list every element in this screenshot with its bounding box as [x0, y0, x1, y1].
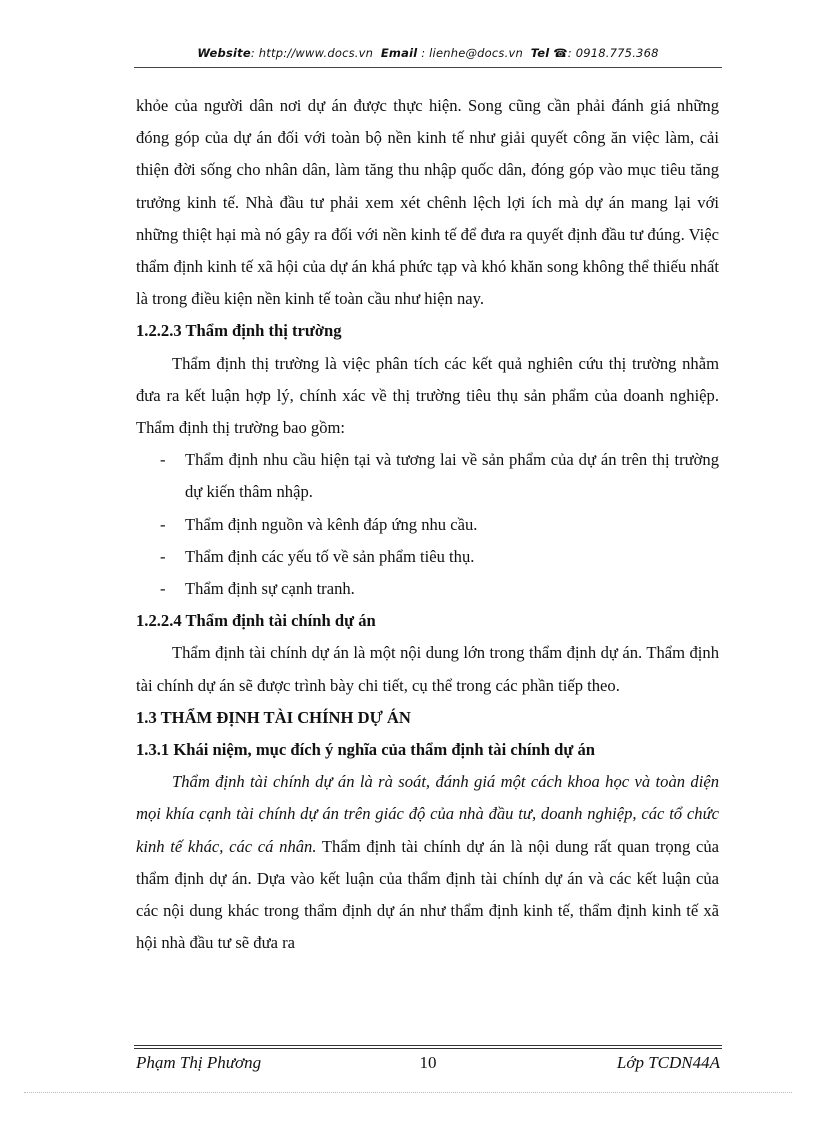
- list-item-text: Thẩm định sự cạnh tranh.: [185, 579, 355, 599]
- document-body: [136, 90, 719, 959]
- phone-icon: ☎: [553, 46, 568, 60]
- website-label: Website: [197, 46, 251, 60]
- paragraph-market-appraisal: Thẩm định thị trường là việc phân tích các kết quả nghiên cứu thị trường nhằm đưa ra kết luận hợp lý, chính xác về thị trường tiêu thụ sản phẩm của doanh nghiệp. Thẩm định thị trường bao gồm:: [136, 353, 719, 438]
- tel-value: : 0918.775.368: [567, 46, 659, 60]
- email-label: Email: [380, 46, 418, 60]
- bullet-dash: -: [160, 546, 166, 566]
- heading-financial-appraisal: 1.2.2.4 Thẩm định tài chính dự án: [136, 611, 376, 631]
- page-bottom-border: [24, 1092, 792, 1093]
- footer-author: Phạm Thị Phương: [136, 1053, 262, 1072]
- bullet-dash: -: [160, 579, 166, 599]
- paragraph-definition: [136, 766, 719, 959]
- definition-normal-text: Thẩm định tài chính dự án là nội dung rất quan trọng của thẩm định dự án. Dựa vào kết luận của thẩm định tài chính dự án và các kết luận của các nội dung khác trong thẩm định dự án như thẩm định kinh tế, thẩm định kinh tế xã hội nhà đầu tư sẽ đưa ra: [136, 836, 719, 953]
- heading-section-1-3-1: 1.3.1 Khái niệm, mục đích ý nghĩa của thẩm định tài chính dự án: [136, 740, 596, 760]
- paragraph-economic-social: khỏe của người dân nơi dự án được thực hiện. Song cũng cần phải đánh giá những đóng góp của dự án đối với toàn bộ nền kinh tế như giải quyết công ăn việc làm, cải thiện đời sống cho nhân dân, làm tăng thu nhập quốc dân, đóng góp vào mục tiêu tăng trưởng kinh tế. Nhà đầu tư phải xem xét chênh lệch lợi ích mà dự án mang lại với những thiệt hại mà nó gây ra đối với nền kinh tế để đưa ra quyết định đầu tư đúng. Việc thẩm định kinh tế xã hội của dự án khá phức tạp và khó khăn song không thể thiếu nhất là trong điều kiện nền kinh tế toàn cầu như hiện nay.: [136, 96, 719, 309]
- footer-divider-top: [134, 1045, 722, 1046]
- tel-label: Tel: [530, 46, 550, 60]
- footer-divider-bottom: [134, 1048, 722, 1049]
- list-item: [136, 509, 719, 541]
- list-item-text: Thẩm định nhu cầu hiện tại và tương lai về sản phẩm của dự án trên thị trường dự kiến thâm nhập.: [185, 450, 719, 502]
- footer-class: Lớp TCDN44A: [616, 1053, 720, 1072]
- list-item-text: Thẩm định nguồn và kênh đáp ứng nhu cầu.: [185, 514, 478, 534]
- heading-market-appraisal: 1.2.2.3 Thẩm định thị trường: [136, 321, 342, 341]
- page-footer: [134, 1053, 722, 1077]
- page-number: 10: [419, 1053, 437, 1072]
- list-item-text: Thẩm định các yếu tố về sản phẩm tiêu thụ.: [185, 546, 475, 566]
- heading-section-1-3: 1.3 THẨM ĐỊNH TÀI CHÍNH DỰ ÁN: [136, 707, 411, 727]
- bullet-dash: -: [160, 450, 166, 470]
- list-item: [136, 573, 719, 605]
- definition-italic-text: Thẩm định tài chính dự án là rà soát, đánh giá một cách khoa học và toàn diện mọi khía cạnh tài chính dự án trên giác độ của nhà đầu tư, doanh nghiệp, các tổ chức kinh tế khác, các cá nhân.: [136, 772, 719, 856]
- page-header: [134, 46, 722, 66]
- paragraph-financial-appraisal: Thẩm định tài chính dự án là một nội dung lớn trong thẩm định dự án. Thẩm định tài chính dự án sẽ được trình bày chi tiết, cụ thể trong các phần tiếp theo.: [136, 643, 719, 695]
- list-item: [136, 444, 719, 508]
- bullet-dash: -: [160, 514, 166, 534]
- email-value: : lienhe@docs.vn: [421, 46, 523, 60]
- list-item: [136, 541, 719, 573]
- website-value: : http://www.docs.vn: [250, 46, 374, 60]
- header-divider: [134, 67, 722, 68]
